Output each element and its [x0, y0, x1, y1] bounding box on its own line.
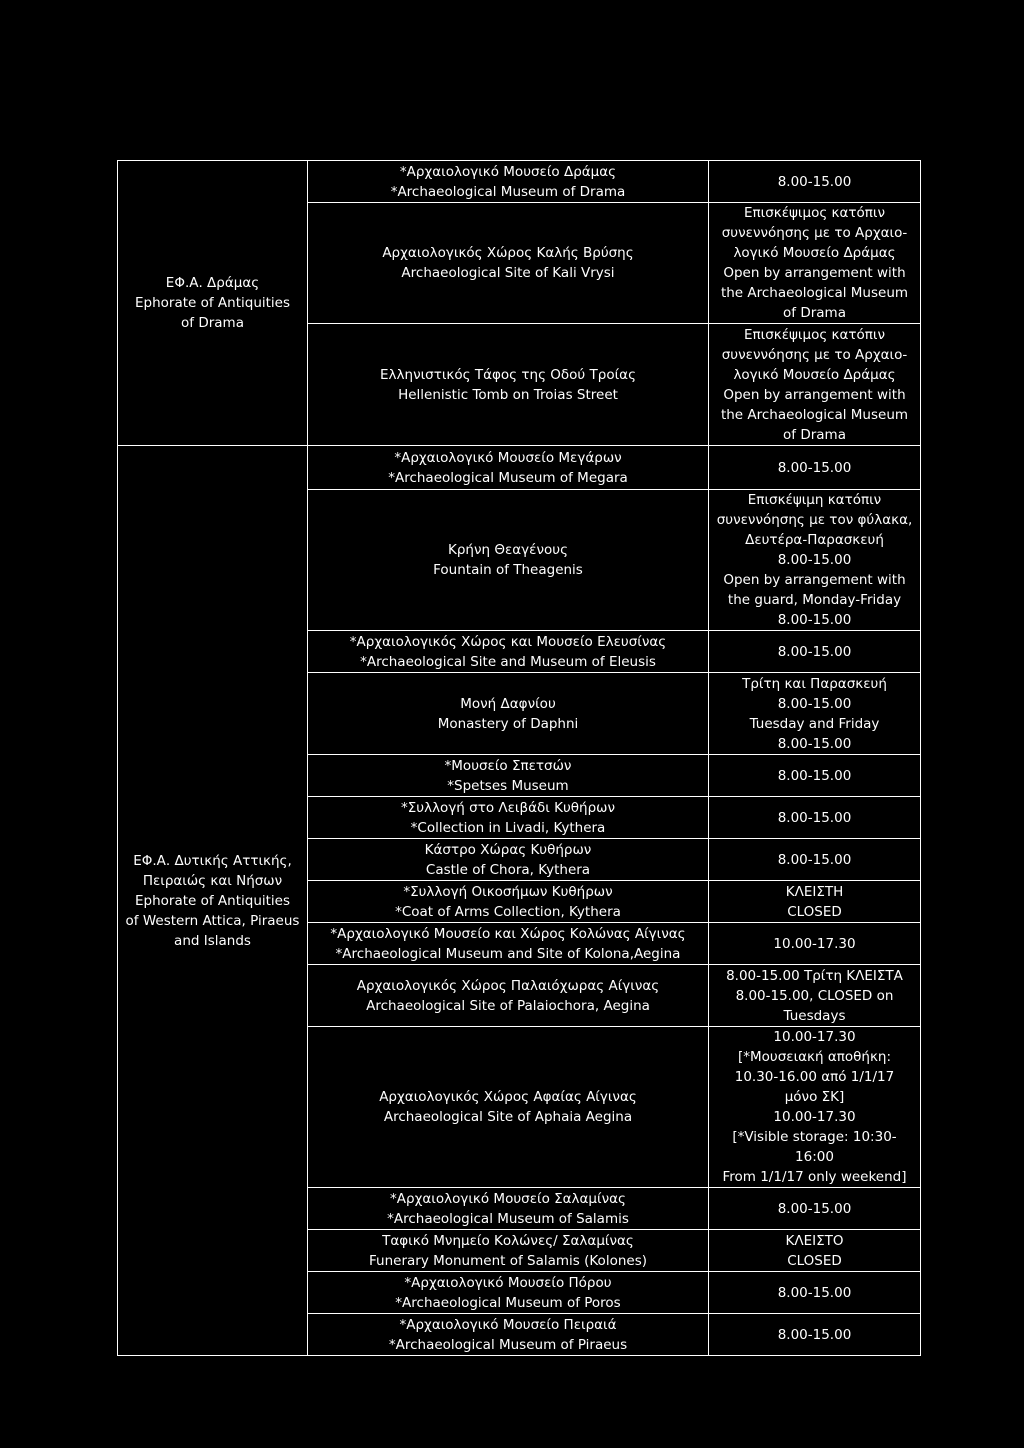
hours-cell: Επισκέψιμος κατόπιν συνεννόησης με το Αρχαιο- λογικό Μουσείο Δράμας Open by arrangement with the Archaeological Museum of Drama: [709, 324, 921, 446]
opening-hours-table: [117, 160, 921, 1356]
site-cell: *Μουσείο Σπετσών *Spetses Museum: [308, 755, 709, 797]
hours-cell: 10.00-17.30 [*Μουσειακή αποθήκη: 10.30-16.00 από 1/1/17 μόνο ΣΚ] 10.00-17.30 [*Visible storage: 10:30-16:00 From 1/1/17 only weekend]: [709, 1027, 921, 1188]
hours-cell: Επισκέψιμη κατόπιν συνεννόησης με τον φύλακα, Δευτέρα-Παρασκευή 8.00-15.00 Open by arrangement with the guard, Monday-Friday 8.00-15.00: [709, 490, 921, 631]
site-cell: Μονή Δαφνίου Monastery of Daphni: [308, 673, 709, 755]
hours-cell: 8.00-15.00 Τρίτη ΚΛΕΙΣΤΑ 8.00-15.00, CLOSED on Tuesdays: [709, 965, 921, 1027]
site-cell: Αρχαιολογικός Χώρος Καλής Βρύσης Archaeological Site of Kali Vrysi: [308, 203, 709, 324]
site-cell: *Συλλογή στο Λειβάδι Κυθήρων *Collection in Livadi, Kythera: [308, 797, 709, 839]
site-cell: *Αρχαιολογικός Χώρος και Μουσείο Ελευσίνας *Archaeological Site and Museum of Eleusis: [308, 631, 709, 673]
hours-cell: 8.00-15.00: [709, 161, 921, 203]
site-cell: *Αρχαιολογικό Μουσείο Πόρου *Archaeological Museum of Poros: [308, 1272, 709, 1314]
hours-cell: 8.00-15.00: [709, 446, 921, 490]
site-cell: Αρχαιολογικός Χώρος Αφαίας Αίγινας Archaeological Site of Aphaia Aegina: [308, 1027, 709, 1188]
site-cell: *Αρχαιολογικό Μουσείο Μεγάρων *Archaeological Museum of Megara: [308, 446, 709, 490]
table-row: [118, 446, 921, 490]
site-cell: Αρχαιολογικός Χώρος Παλαιόχωρας Αίγινας Archaeological Site of Palaiochora, Aegina: [308, 965, 709, 1027]
hours-cell: Τρίτη και Παρασκευή 8.00-15.00 Tuesday and Friday 8.00-15.00: [709, 673, 921, 755]
site-cell: *Αρχαιολογικό Μουσείο και Χώρος Κολώνας Αίγινας *Archaeological Museum and Site of Kolona,Aegina: [308, 923, 709, 965]
site-cell: Ελληνιστικός Τάφος της Οδού Τροίας Hellenistic Tomb on Troias Street: [308, 324, 709, 446]
hours-cell: Επισκέψιμος κατόπιν συνεννόησης με το Αρχαιο- λογικό Μουσείο Δράμας Open by arrangement with the Archaeological Museum of Drama: [709, 203, 921, 324]
hours-cell: 8.00-15.00: [709, 631, 921, 673]
hours-cell: 8.00-15.00: [709, 1314, 921, 1356]
hours-cell: 8.00-15.00: [709, 797, 921, 839]
hours-cell: 8.00-15.00: [709, 1188, 921, 1230]
site-cell: Κρήνη Θεαγένους Fountain of Theagenis: [308, 490, 709, 631]
hours-cell: ΚΛΕΙΣΤΗ CLOSED: [709, 881, 921, 923]
site-cell: *Αρχαιολογικό Μουσείο Σαλαμίνας *Archaeological Museum of Salamis: [308, 1188, 709, 1230]
site-cell: *Αρχαιολογικό Μουσείο Πειραιά *Archaeological Museum of Piraeus: [308, 1314, 709, 1356]
site-cell: *Συλλογή Οικοσήμων Κυθήρων *Coat of Arms Collection, Kythera: [308, 881, 709, 923]
ephorate-cell: ΕΦ.Α. Δυτικής Αττικής, Πειραιώς και Νήσων Ephorate of Antiquities of Western Attica, Piraeus and Islands: [118, 446, 308, 1356]
hours-cell: 8.00-15.00: [709, 755, 921, 797]
hours-cell: ΚΛΕΙΣΤΟ CLOSED: [709, 1230, 921, 1272]
ephorate-cell: ΕΦ.Α. Δράμας Ephorate of Antiquities of Drama: [118, 161, 308, 446]
site-cell: Ταφικό Μνημείο Κολώνες/ Σαλαμίνας Funerary Monument of Salamis (Kolones): [308, 1230, 709, 1272]
site-cell: *Αρχαιολογικό Μουσείο Δράμας *Archaeological Museum of Drama: [308, 161, 709, 203]
hours-cell: 10.00-17.30: [709, 923, 921, 965]
hours-cell: 8.00-15.00: [709, 1272, 921, 1314]
table-row: [118, 161, 921, 203]
hours-cell: 8.00-15.00: [709, 839, 921, 881]
site-cell: Κάστρο Χώρας Κυθήρων Castle of Chora, Kythera: [308, 839, 709, 881]
